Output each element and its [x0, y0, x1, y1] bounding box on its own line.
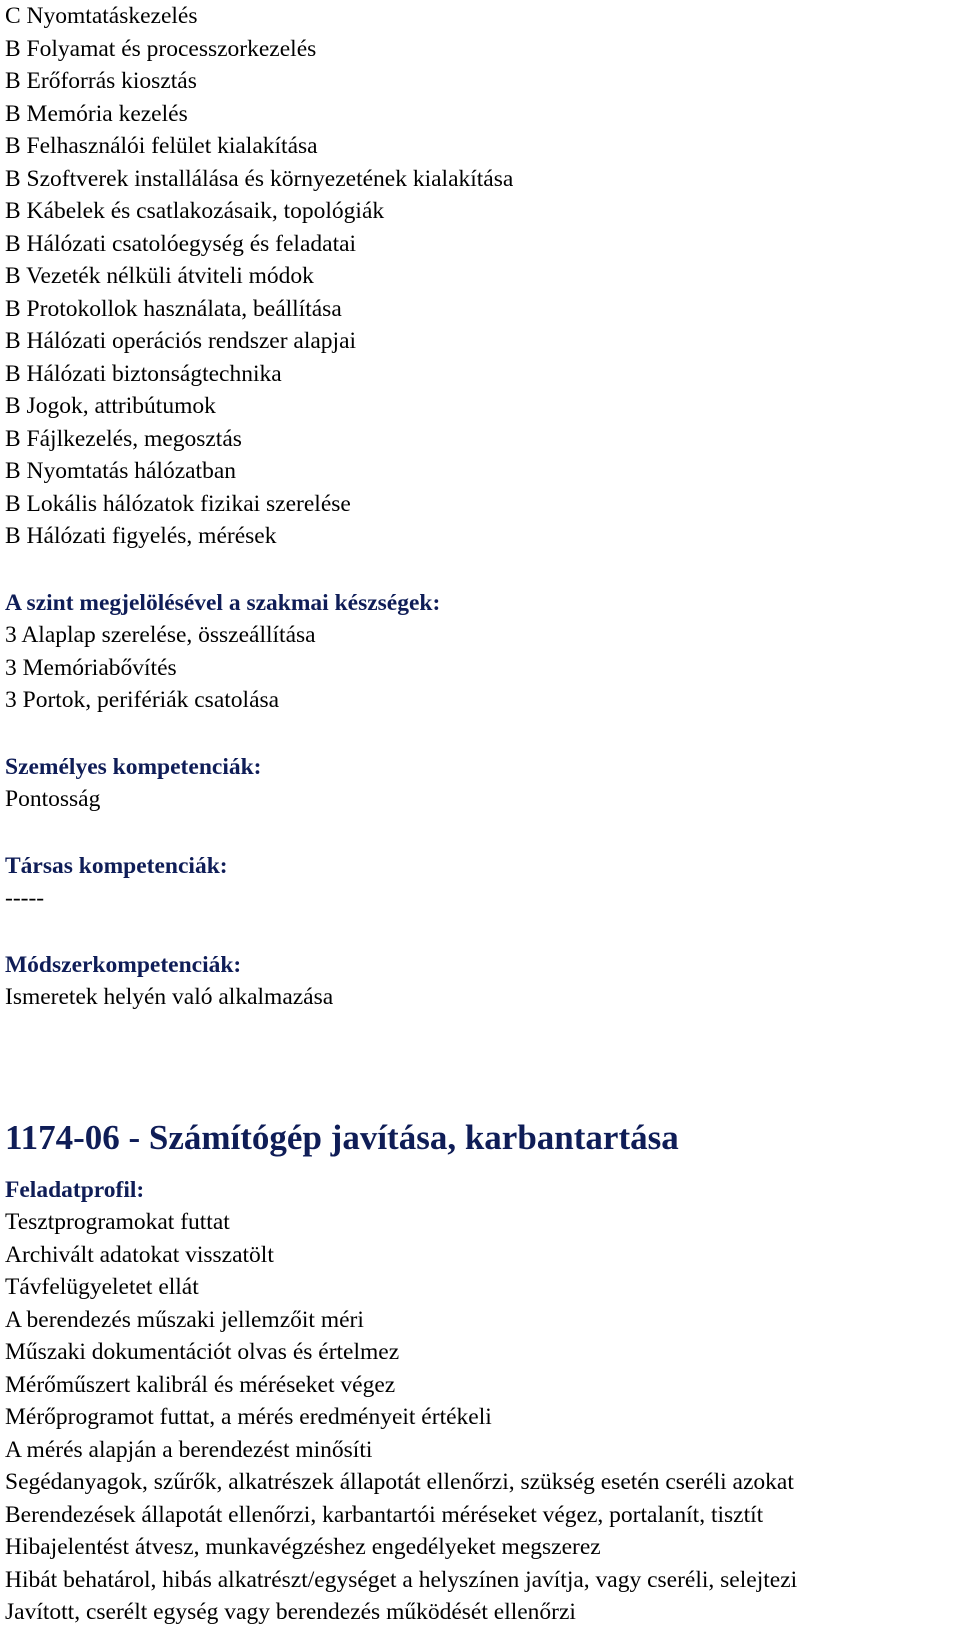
list-item: A berendezés műszaki jellemzőit méri [5, 1306, 364, 1333]
list-item: Berendezések állapotát ellenőrzi, karbantartói méréseket végez, portalanít, tisztít [5, 1501, 764, 1528]
list-item: Távfelügyeletet ellát [5, 1274, 199, 1300]
list-item: Ismeretek helyén való alkalmazása [5, 984, 334, 1010]
list-item: Mérőműszert kalibrál és méréseket végez [5, 1371, 396, 1398]
spacer [5, 553, 955, 587]
spacer [5, 1014, 955, 1112]
list-item: B Hálózati csatolóegység és feladatai [5, 230, 357, 257]
list-item: B Jogok, attribútumok [5, 393, 216, 419]
social-competencies-section [5, 850, 955, 915]
section-heading: A szint megjelölésével a szakmai készségek: [5, 589, 441, 616]
list-item: Tesztprogramokat futtat [5, 1209, 230, 1235]
list-item: B Fájlkezelés, megosztás [5, 425, 242, 452]
document-page [5, 0, 955, 1629]
list-item: B Erőforrás kiosztás [5, 68, 197, 94]
method-competencies-section [5, 949, 955, 1014]
list-item: 3 Alaplap szerelése, összeállítása [5, 622, 316, 648]
list-item: B Memória kezelés [5, 100, 188, 127]
list-item: B Folyamat és processzorkezelés [5, 35, 317, 62]
list-item: B Nyomtatás hálózatban [5, 458, 237, 484]
module-section [5, 1112, 955, 1629]
list-item: Műszaki dokumentációt olvas és értelmez [5, 1339, 400, 1365]
personal-competencies-section [5, 751, 955, 816]
list-item: B Hálózati operációs rendszer alapjai [5, 328, 357, 354]
skills-section [5, 587, 955, 717]
list-item: B Vezeték nélküli átviteli módok [5, 263, 314, 289]
list-item: Hibát behatárol, hibás alkatrészt/egységet a helyszínen javítja, vagy cseréli, selejtezi [5, 1566, 798, 1593]
section-heading: Személyes kompetenciák: [5, 753, 262, 780]
list-item: Segédanyagok, szűrők, alkatrészek állapotát ellenőrzi, szükség esetén cseréli azokat [5, 1469, 794, 1495]
list-item: B Protokollok használata, beállítása [5, 295, 342, 322]
list-item: ----- [5, 885, 45, 911]
list-item: 3 Memóriabővítés [5, 654, 177, 681]
list-item: B Szoftverek installálása és környezetének kialakítása [5, 165, 514, 192]
list-item: B Lokális hálózatok fizikai szerelése [5, 490, 351, 517]
list-item: B Kábelek és csatlakozásaik, topológiák [5, 198, 385, 224]
list-item: B Hálózati figyelés, mérések [5, 523, 277, 549]
list-item: C Nyomtatáskezelés [5, 3, 198, 29]
list-item: 3 Portok, perifériák csatolása [5, 687, 280, 713]
list-item: Hibajelentést átvesz, munkavégzéshez engedélyeket megszerez [5, 1534, 601, 1560]
section-heading: Módszerkompetenciák: [5, 951, 242, 978]
list-item: A mérés alapján a berendezést minősíti [5, 1436, 373, 1463]
section-heading: Feladatprofil: [5, 1176, 145, 1203]
module-title: 1174-06 - Számítógép javítása, karbantartása [5, 1117, 679, 1157]
section-heading: Társas kompetenciák: [5, 852, 228, 879]
list-item: B Felhasználói felület kialakítása [5, 133, 318, 159]
list-item: B Hálózati biztonságtechnika [5, 360, 282, 387]
spacer [5, 915, 955, 949]
list-item: Pontosság [5, 786, 101, 812]
spacer [5, 717, 955, 751]
list-item: Javított, cserélt egység vagy berendezés működését ellenőrzi [5, 1599, 576, 1625]
topics-list [5, 0, 955, 553]
list-item: Archivált adatokat visszatölt [5, 1241, 274, 1268]
spacer [5, 816, 955, 850]
list-item: Mérőprogramot futtat, a mérés eredményeit értékeli [5, 1404, 492, 1430]
